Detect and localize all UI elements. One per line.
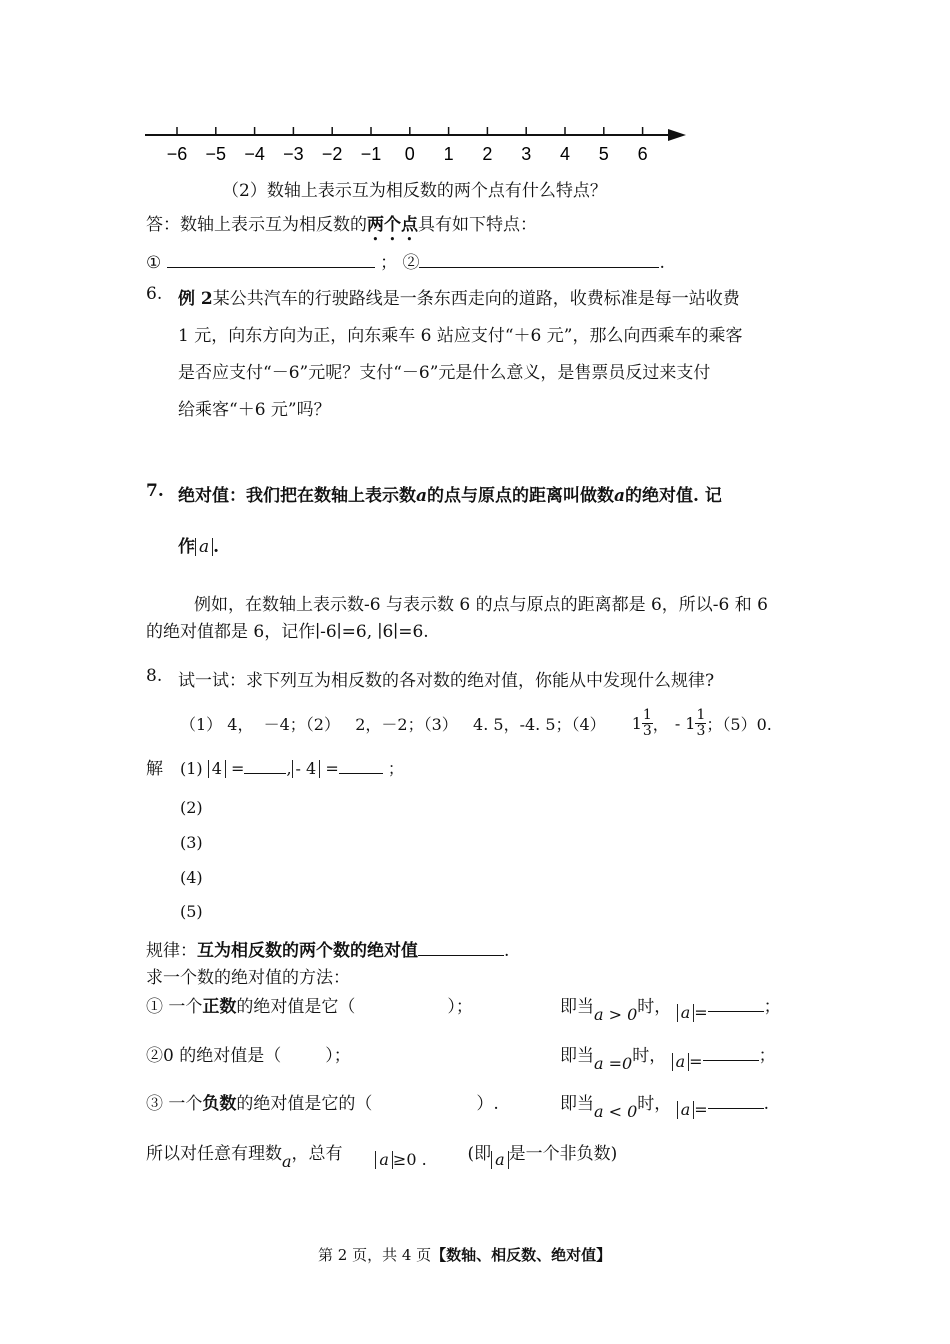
tick-label: −2: [321, 144, 343, 164]
item6-line4: 给乘客“＋6 元”吗？: [178, 400, 331, 420]
equals: =: [231, 759, 245, 778]
conclusion-b: ，总有: [291, 1144, 343, 1164]
conclusion-a: 所以对任意有理数: [146, 1144, 282, 1164]
tick-label: −5: [205, 144, 227, 164]
pairs-end: ；（5）0.: [706, 715, 772, 734]
frac-num: 1: [642, 707, 652, 723]
tick-label: 1: [443, 144, 454, 164]
blank-marker-1: ①: [146, 253, 162, 273]
abs-a: a: [375, 1151, 393, 1169]
answer-blank-1[interactable]: [167, 251, 375, 268]
r1-d: ）；: [447, 997, 473, 1017]
abs-a: a: [677, 1101, 695, 1119]
when: 即当: [560, 1046, 594, 1066]
fraction-one-third: [642, 708, 653, 739]
r1-positive: 正数: [202, 997, 237, 1017]
item6-line1: [178, 284, 740, 309]
q2-answer: [146, 210, 537, 245]
r2-a: ②0 的绝对值是（: [146, 1046, 282, 1066]
item6-text1: 某公共汽车的行驶路线是一条东西走向的道路，收费标准是每一站收费: [212, 289, 740, 309]
item7-example-line2: 的绝对值都是 6，记作∣-6∣=6, ∣6∣=6.: [146, 622, 429, 642]
answer-blank-abs4[interactable]: [244, 757, 286, 774]
q2-answer-emphasis: 两个点: [367, 215, 418, 235]
period: .: [504, 941, 510, 961]
period: .: [213, 537, 220, 557]
abs-a: a: [672, 1053, 690, 1071]
var-a: a: [416, 486, 428, 506]
item7-number: 7.: [146, 481, 164, 501]
item8-number: 8.: [146, 666, 163, 686]
time: 时，: [632, 1046, 667, 1066]
solve-line-1: [180, 756, 404, 779]
item8-text: 试一试：求下列互为相反数的各对数的绝对值，你能从中发现什么规律?: [178, 671, 715, 691]
comma: ,: [286, 759, 292, 778]
r1-c: 的绝对值是它（: [236, 997, 356, 1017]
solve-line-2: (2): [180, 798, 203, 817]
time: 时，: [637, 997, 672, 1017]
mixed-neg-whole: - 1: [674, 714, 696, 733]
number-line-arrow: [668, 129, 686, 141]
conclusion-d: (即: [467, 1144, 492, 1164]
r3-c: 的绝对值是它的（: [236, 1094, 373, 1114]
rule-text: 互为相反数的两个数的绝对值: [197, 941, 418, 961]
tick-label: 0: [404, 144, 415, 164]
time: 时，: [637, 1094, 672, 1114]
page-count: 第 2 页，共 4 页: [318, 1246, 432, 1264]
cond-negative: a < 0: [594, 1102, 638, 1121]
page-footer: [318, 1244, 611, 1265]
number-line: [140, 120, 700, 168]
q2-answer-suffix: 具有如下特点：: [418, 215, 537, 235]
tick-label: 3: [521, 144, 532, 164]
method-when-3: [560, 1089, 770, 1121]
method-blank-2[interactable]: [703, 1050, 759, 1061]
q2-answer-prefix: 答：数轴上表示互为相反数的: [146, 215, 367, 235]
period: .: [659, 253, 665, 273]
tick-label: −1: [360, 144, 382, 164]
frac-den: 3: [642, 723, 652, 739]
def-part-b: 的点与原点的距离叫做数: [427, 486, 615, 506]
separator: ；: [380, 253, 398, 273]
method-row-3: [146, 1089, 499, 1114]
item8-pairs: [180, 708, 772, 739]
r3-d: ）.: [476, 1094, 499, 1114]
r2-b: ）；: [325, 1046, 351, 1066]
def-part-c: 的绝对值. 记: [625, 486, 722, 506]
method-row-2: [146, 1041, 351, 1066]
item6-line3: 是否应支付“－6”元呢？支付“－6”元是什么意义，是售票员反过来支付: [178, 363, 711, 383]
abs-4: 4: [208, 760, 226, 778]
s1-label: (1): [180, 759, 203, 778]
item6-line2: 1 元，向东方向为正，向东乘车 6 站应支付“＋6 元”，那么向西乘车的乘客: [178, 326, 743, 346]
method-blank-3[interactable]: [708, 1098, 764, 1109]
period: .: [763, 1094, 770, 1114]
equals: =: [325, 759, 339, 778]
item7-example-line1: 例如，在数轴上表示数-6 与表示数 6 的点与原点的距离都是 6，所以-6 和 6: [194, 595, 768, 615]
solve-line-3: (3): [180, 833, 203, 852]
semicolon: ；: [763, 997, 781, 1017]
when: 即当: [560, 1094, 594, 1114]
equals: =: [694, 1003, 708, 1022]
r3-negative: 负数: [202, 1094, 237, 1114]
abs-a: a: [677, 1004, 695, 1022]
abs-a: a: [491, 1151, 509, 1169]
r3-a: ③ 一个: [146, 1094, 203, 1114]
item6-number: 6.: [146, 284, 163, 304]
equals: =: [694, 1100, 708, 1119]
when: 即当: [560, 997, 594, 1017]
conclusion-e: 是一个非负数): [508, 1144, 618, 1164]
var-a: a: [614, 486, 626, 506]
r1-a: ① 一个: [146, 997, 203, 1017]
var-a: a: [282, 1152, 292, 1171]
answer-blank-2[interactable]: [419, 251, 659, 268]
method-when-2: [560, 1041, 776, 1073]
tick-label: 6: [637, 144, 648, 164]
frac-den: 3: [696, 723, 706, 739]
comma: ，: [652, 715, 669, 734]
q2-blanks: [146, 248, 665, 273]
solve-line-5: (5): [180, 902, 203, 921]
tick-label: 4: [559, 144, 571, 164]
chapter-title: 【数轴、相反数、绝对值】: [431, 1246, 612, 1264]
semicolon: ；: [758, 1046, 776, 1066]
item7-definition-line1: [178, 481, 722, 506]
conclusion-c: ≥0 .: [392, 1150, 427, 1169]
tick-label: 2: [482, 144, 493, 164]
item7-definition-line2: [178, 532, 219, 557]
answer-blank-absneg4[interactable]: [339, 757, 383, 774]
abs-neg4: - 4: [292, 760, 321, 778]
tick-label: −6: [166, 144, 188, 164]
frac-num: 1: [696, 707, 706, 723]
rule-line: [146, 936, 509, 961]
rule-blank[interactable]: [418, 939, 504, 956]
equals: =: [689, 1052, 703, 1071]
item6-label: 例 2: [178, 289, 213, 309]
def-zuo: 作: [178, 537, 195, 557]
blank-marker-2: ②: [402, 253, 420, 273]
method-blank-1[interactable]: [708, 1001, 764, 1012]
semicolon: ；: [387, 759, 404, 778]
tick-label: −3: [283, 144, 304, 164]
pairs-text: （1） 4， －4；（2） 2，－2；（3） 4. 5，-4. 5；（4）: [180, 715, 606, 734]
conclusion-line: [146, 1139, 618, 1171]
q2-question: （2）数轴上表示互为相反数的两个点有什么特点？: [222, 181, 607, 201]
method-row-1: [146, 992, 473, 1017]
cond-positive: a > 0: [594, 1005, 638, 1024]
rule-prefix: 规律：: [146, 941, 197, 961]
fraction-one-third-neg: [695, 708, 706, 739]
def-part-a: 绝对值：我们把在数轴上表示数: [178, 486, 416, 506]
tick-label: 5: [598, 144, 609, 164]
method-title: 求一个数的绝对值的方法：: [146, 968, 350, 988]
abs-a: a: [195, 538, 213, 556]
cond-zero: a =0: [594, 1054, 633, 1073]
solve-line-4: (4): [180, 868, 203, 887]
tick-label: −4: [244, 144, 265, 164]
solve-label: 解: [146, 759, 163, 779]
method-when-1: [560, 992, 781, 1024]
mixed-whole: 1: [631, 714, 642, 733]
